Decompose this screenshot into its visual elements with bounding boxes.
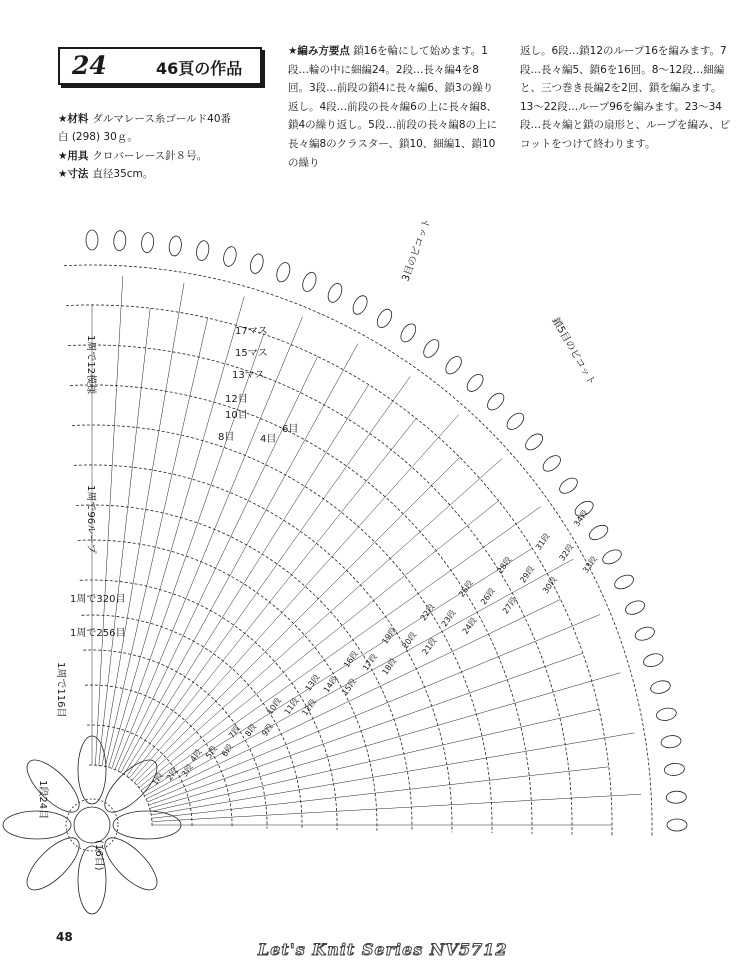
- row-label: 31段: [533, 531, 552, 552]
- row-label: 14段: [321, 674, 340, 695]
- label-r4: 4目: [260, 434, 277, 445]
- row-label: 28段: [495, 555, 514, 576]
- row-label: 30段: [540, 575, 559, 596]
- row-label: 19段: [380, 625, 399, 646]
- row-label: 12段: [300, 697, 319, 718]
- row-label: 16段: [342, 649, 360, 670]
- row-label: 34段: [572, 508, 590, 529]
- label-picot-5: 鎖5目のピコット: [549, 316, 598, 388]
- label-loops-96: 1周で96ループ: [85, 485, 96, 554]
- label-r12: 12目: [225, 394, 248, 405]
- label-ring: 1段24目: [37, 780, 48, 820]
- row-label: 11段: [282, 696, 301, 717]
- row-label: 22段: [418, 602, 437, 623]
- row-labels: [149, 508, 599, 787]
- label-r6: 6目: [282, 424, 299, 435]
- row-label: 6段: [219, 742, 235, 759]
- row-label: 20段: [400, 630, 419, 651]
- spec-materials: ★材料 ダルマレース糸ゴールド40番: [58, 113, 232, 125]
- row-label: 7段: [226, 724, 242, 740]
- row-label: 5段: [204, 744, 219, 761]
- row-label: 25段: [457, 578, 475, 599]
- spec-tools: ★用具 クロバーレース針８号。: [58, 150, 208, 162]
- row-label: 27段: [500, 595, 519, 616]
- row-label: 13段: [303, 672, 322, 693]
- row-label: 33段: [581, 554, 599, 575]
- row-label: 9段: [260, 721, 276, 738]
- label-st-256: 1周で256目: [70, 628, 126, 639]
- label-r10: 10目: [225, 410, 248, 421]
- crochet-chart-diagram: [0, 190, 750, 920]
- spec-materials-cont: 白 (298) 30ｇ。: [58, 131, 138, 143]
- label-pattern-repeat: 1周で12模様: [85, 335, 96, 395]
- row-label: 26段: [478, 586, 497, 607]
- page-number: 48: [56, 930, 73, 944]
- row-label: 15段: [340, 676, 359, 698]
- label-mesh-17: 17マス: [235, 326, 268, 337]
- label-r8: 8目: [218, 432, 235, 443]
- row-label: 21段: [420, 636, 439, 657]
- pattern-number: 24: [72, 51, 107, 80]
- row-label: 4段: [188, 747, 204, 764]
- row-label: 23段: [439, 608, 458, 629]
- row-label: 24段: [460, 615, 479, 636]
- label-center: (16目): [93, 840, 104, 871]
- label-st-116: 1周で116目: [55, 662, 66, 718]
- label-st-320: 1周で320目: [70, 594, 126, 605]
- instructions-column-1: ★編み方要点 鎖16を輪にして始めます。1段…輪の中に細編24。2段…長々編4を8回。3段…前段の鎖4に長々編6、鎖3の繰り返し。4段…前段の長々編6の上に長々編8、鎖4の繰り返し。5段…前段の長々編8の上に長々編8のクラスター、鎖10、細編1、鎖10の繰り: [288, 45, 498, 169]
- label-picot-3: 3目のピコット: [400, 217, 434, 284]
- label-mesh-15: 15マス: [235, 348, 268, 359]
- row-label: 3段: [179, 762, 195, 779]
- pattern-page-ref: 46頁の作品: [156, 59, 243, 78]
- row-label: 1段: [150, 771, 166, 787]
- label-mesh-13: 13マス: [232, 370, 265, 381]
- row-label: 8段: [243, 722, 259, 739]
- row-label: 18段: [380, 656, 399, 677]
- row-label: 2段: [164, 766, 180, 783]
- row-label: 17段: [361, 652, 379, 673]
- spec-size: ★寸法 直径35cm。: [58, 168, 154, 180]
- row-label: 32段: [557, 542, 576, 563]
- instructions-column-2: 返し。6段…鎖12のループ16を編みます。7段…長々編5、鎖6を16回。8〜12段…細編と、三つ巻き長編2を2回、鎖を編みます。13〜22段…ループ96を編みます。23〜34段…長々編と鎖の扇形と、ループを編み、ピコットをつけて終わります。: [520, 45, 731, 150]
- row-label: 29段: [518, 564, 537, 585]
- row-label: 10段: [265, 696, 284, 717]
- pattern-title-box: [58, 47, 262, 85]
- series-footer: Let's Knit Series NV5712: [258, 940, 508, 959]
